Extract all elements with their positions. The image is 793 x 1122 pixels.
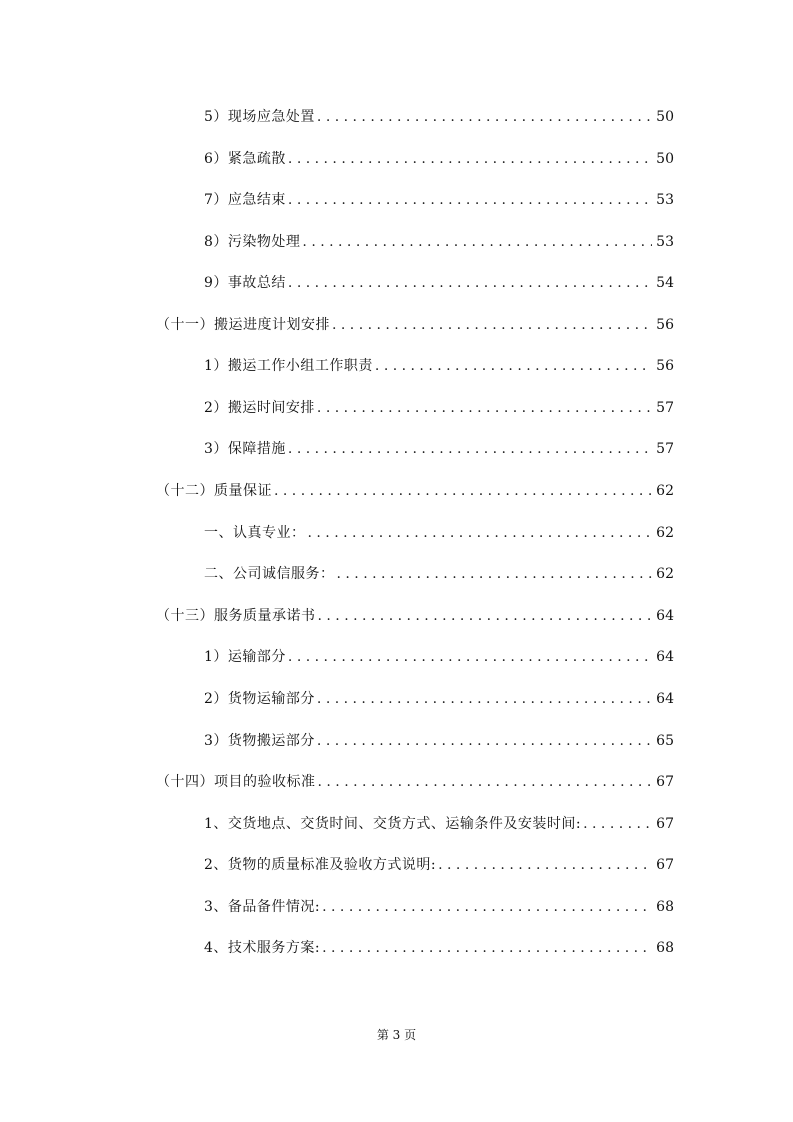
toc-entry-title: 1）搬运工作小组工作职责 xyxy=(204,358,373,374)
toc-entry-page: 56 xyxy=(656,358,674,374)
toc-entry[interactable] xyxy=(204,523,674,543)
toc-entry[interactable] xyxy=(204,938,674,958)
toc-entry[interactable] xyxy=(204,232,674,252)
toc-entry-title: （十三）服务质量承诺书 xyxy=(156,608,316,624)
toc-entry[interactable] xyxy=(204,398,674,418)
toc-leader-dots xyxy=(288,439,652,459)
toc-entry-title: 一、认真专业： xyxy=(204,525,306,541)
toc-entry-page: 67 xyxy=(656,774,674,790)
toc-entry-title: （十一）搬运进度计划安排 xyxy=(156,317,330,333)
toc-entry-title: 2）货物运输部分 xyxy=(204,691,315,707)
toc-leader-dots xyxy=(317,689,652,709)
toc-entry-title: 3）保障措施 xyxy=(204,441,286,457)
toc-entry-title: 8）污染物处理 xyxy=(204,234,301,250)
toc-leader-dots xyxy=(308,523,653,543)
toc-entry[interactable] xyxy=(156,481,674,501)
toc-leader-dots xyxy=(322,897,652,917)
toc-entry-title: 1、交货地点、交货时间、交货方式、运输条件及安装时间: xyxy=(204,816,582,832)
toc-entry-page: 62 xyxy=(656,566,674,582)
toc-leader-dots xyxy=(318,606,653,626)
toc-leader-dots xyxy=(288,149,652,169)
toc-entry-title: 二、公司诚信服务： xyxy=(204,566,335,582)
toc-entry-page: 57 xyxy=(656,400,674,416)
toc-entry-page: 64 xyxy=(656,691,674,707)
toc-entry-page: 54 xyxy=(656,275,674,291)
toc-leader-dots xyxy=(317,731,652,751)
toc-leader-dots xyxy=(438,855,652,875)
toc-entry[interactable] xyxy=(156,315,674,335)
toc-leader-dots xyxy=(322,938,652,958)
toc-entry[interactable] xyxy=(156,606,674,626)
toc-entry-title: 5）现场应急处置 xyxy=(204,109,315,125)
toc-entry[interactable] xyxy=(204,689,674,709)
toc-entry[interactable] xyxy=(156,772,674,792)
toc-entry-page: 50 xyxy=(656,151,674,167)
toc-entry[interactable] xyxy=(204,855,674,875)
toc-entry-page: 68 xyxy=(656,940,674,956)
toc-entry-title: （十二）质量保证 xyxy=(156,483,272,499)
toc-leader-dots xyxy=(302,232,652,252)
toc-entry-page: 68 xyxy=(656,899,674,915)
toc-entry-title: 1）运输部分 xyxy=(204,649,286,665)
toc-leader-dots xyxy=(332,315,652,335)
toc-entry-page: 67 xyxy=(656,816,674,832)
toc-entry[interactable] xyxy=(204,564,674,584)
toc-entry-page: 65 xyxy=(656,733,674,749)
toc-entry-page: 62 xyxy=(656,483,674,499)
toc-entry-title: 2）搬运时间安排 xyxy=(204,400,315,416)
toc-entry-title: 2、货物的质量标准及验收方式说明: xyxy=(204,857,437,873)
toc-entry[interactable] xyxy=(204,356,674,376)
toc-entry-page: 57 xyxy=(656,441,674,457)
toc-leader-dots xyxy=(375,356,652,376)
toc-entry-page: 62 xyxy=(656,525,674,541)
toc-entry[interactable] xyxy=(204,107,674,127)
page-number-label: 第 3 页 xyxy=(376,1028,417,1042)
toc-entry-page: 64 xyxy=(656,649,674,665)
toc-entry-title: 9）事故总结 xyxy=(204,275,286,291)
toc-entry-title: 3、备品备件情况: xyxy=(204,899,321,915)
toc-leader-dots xyxy=(288,190,652,210)
toc-entry-title: （十四）项目的验收标准 xyxy=(156,774,316,790)
toc-leader-dots xyxy=(583,814,652,834)
toc-entry-title: 3）货物搬运部分 xyxy=(204,733,315,749)
toc-leader-dots xyxy=(274,481,652,501)
toc-leader-dots xyxy=(288,647,652,667)
toc-leader-dots xyxy=(288,273,652,293)
toc-entry[interactable] xyxy=(204,814,674,834)
toc-entry[interactable] xyxy=(204,149,674,169)
toc-entry-title: 4、技术服务方案: xyxy=(204,940,321,956)
toc-leader-dots xyxy=(337,564,653,584)
toc-entry[interactable] xyxy=(204,273,674,293)
toc-leader-dots xyxy=(318,772,653,792)
toc-entry[interactable] xyxy=(204,647,674,667)
toc-entry-page: 64 xyxy=(656,608,674,624)
toc-entry[interactable] xyxy=(204,439,674,459)
toc-entry[interactable] xyxy=(204,897,674,917)
page-footer xyxy=(0,1026,793,1043)
toc-entry-title: 6）紧急疏散 xyxy=(204,151,286,167)
toc-entry-page: 50 xyxy=(656,109,674,125)
toc-entry[interactable] xyxy=(204,731,674,751)
toc-entry-page: 67 xyxy=(656,857,674,873)
toc-entry[interactable] xyxy=(204,190,674,210)
toc-entry-page: 56 xyxy=(656,317,674,333)
toc-entry-title: 7）应急结束 xyxy=(204,192,286,208)
toc-leader-dots xyxy=(317,398,652,418)
toc-entry-page: 53 xyxy=(656,234,674,250)
toc-entry-page: 53 xyxy=(656,192,674,208)
toc-leader-dots xyxy=(317,107,652,127)
